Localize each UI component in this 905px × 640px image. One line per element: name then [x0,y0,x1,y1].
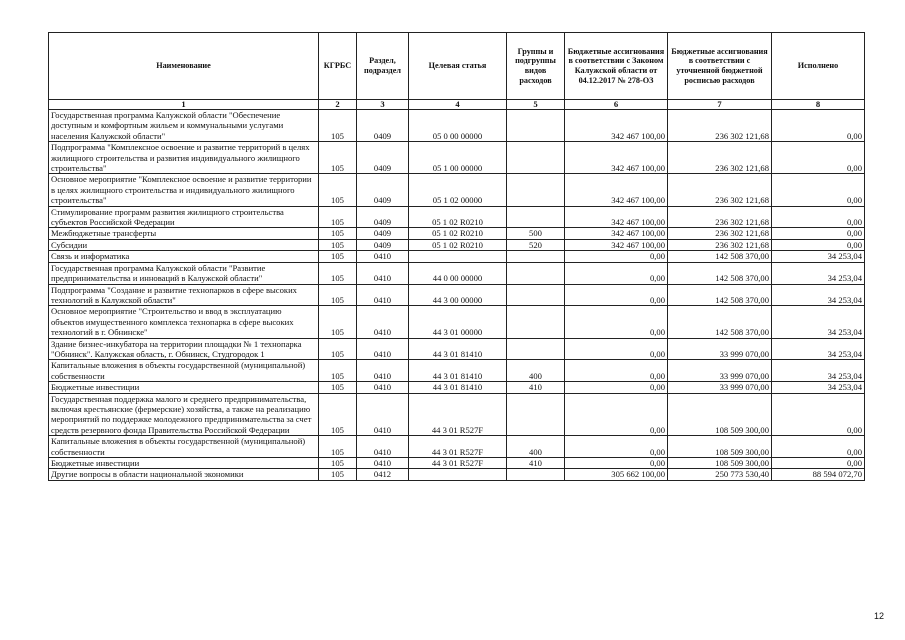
row-refined-cell: 33 999 070,00 [668,338,772,360]
row-refined-cell: 142 508 370,00 [668,306,772,338]
row-group-cell: 410 [507,458,565,469]
row-group-cell [507,284,565,306]
row-executed-cell: 34 253,04 [772,284,865,306]
row-kgrbs-cell: 105 [319,360,357,382]
row-group-cell [507,251,565,262]
row-target-cell: 44 3 01 R527F [409,458,507,469]
row-section-cell: 0409 [357,110,409,142]
row-kgrbs-cell: 105 [319,174,357,206]
row-refined-cell: 142 508 370,00 [668,284,772,306]
row-target-cell: 44 3 01 81410 [409,338,507,360]
row-name-cell: Подпрограмма "Создание и развитие технопарков в сфере высоких технологий в Калужской области" [49,284,319,306]
table-row [49,142,865,174]
row-refined-cell: 108 509 300,00 [668,458,772,469]
table-row [49,306,865,338]
row-name-cell: Государственная поддержка малого и среднего предпринимательства, включая крестьянские (фермерские) хозяйства, а также на реализацию мероприятий по поддержке молодежного предпринимательства за счет средств резервного фонда Правительства Российской Федерации [49,393,319,436]
row-kgrbs-cell: 105 [319,262,357,284]
row-target-cell: 44 3 01 R527F [409,393,507,436]
row-target-cell: 44 3 00 00000 [409,284,507,306]
row-section-cell: 0409 [357,206,409,228]
row-name-cell: Межбюджетные трансферты [49,228,319,239]
row-target-cell: 05 1 02 R0210 [409,228,507,239]
table-row [49,174,865,206]
row-law-cell: 0,00 [565,262,668,284]
row-group-cell: 410 [507,382,565,393]
row-target-cell [409,469,507,480]
row-law-cell: 342 467 100,00 [565,110,668,142]
row-executed-cell: 34 253,04 [772,262,865,284]
table-row [49,206,865,228]
row-law-cell: 342 467 100,00 [565,174,668,206]
row-group-cell: 520 [507,239,565,250]
row-kgrbs-cell: 105 [319,306,357,338]
row-executed-cell: 0,00 [772,436,865,458]
row-group-cell [507,393,565,436]
column-number-row [49,100,865,110]
row-executed-cell: 0,00 [772,142,865,174]
row-kgrbs-cell: 105 [319,228,357,239]
row-executed-cell: 34 253,04 [772,306,865,338]
column-number: 5 [507,100,565,110]
row-section-cell: 0409 [357,228,409,239]
row-section-cell: 0410 [357,436,409,458]
row-section-cell: 0410 [357,393,409,436]
row-law-cell: 0,00 [565,360,668,382]
row-refined-cell: 108 509 300,00 [668,436,772,458]
row-group-cell: 500 [507,228,565,239]
row-refined-cell: 236 302 121,68 [668,142,772,174]
row-executed-cell: 88 594 072,70 [772,469,865,480]
row-target-cell: 05 1 02 R0210 [409,239,507,250]
header-row [49,33,865,100]
table-row [49,262,865,284]
table-row [49,228,865,239]
row-section-cell: 0412 [357,469,409,480]
row-target-cell: 44 3 01 R527F [409,436,507,458]
table-row [49,338,865,360]
row-law-cell: 342 467 100,00 [565,239,668,250]
row-target-cell: 44 3 01 81410 [409,382,507,393]
row-executed-cell: 0,00 [772,393,865,436]
row-law-cell: 0,00 [565,251,668,262]
row-name-cell: Связь и информатика [49,251,319,262]
row-group-cell [507,306,565,338]
row-name-cell: Капитальные вложения в объекты государственной (муниципальной) собственности [49,360,319,382]
row-name-cell: Бюджетные инвестиции [49,382,319,393]
row-name-cell: Субсидии [49,239,319,250]
column-number: 4 [409,100,507,110]
row-refined-cell: 142 508 370,00 [668,251,772,262]
table-row [49,239,865,250]
row-kgrbs-cell: 105 [319,469,357,480]
row-executed-cell: 0,00 [772,174,865,206]
row-kgrbs-cell: 105 [319,458,357,469]
row-section-cell: 0409 [357,239,409,250]
row-kgrbs-cell: 105 [319,338,357,360]
row-name-cell: Основное мероприятие "Строительство и ввод в эксплуатацию объектов имущественного комплекса технопарка в сфере высоких технологий в г. Обнинске" [49,306,319,338]
row-section-cell: 0410 [357,284,409,306]
row-kgrbs-cell: 105 [319,436,357,458]
column-number: 7 [668,100,772,110]
row-kgrbs-cell: 105 [319,284,357,306]
table-row [49,382,865,393]
row-group-cell [507,206,565,228]
row-refined-cell: 236 302 121,68 [668,228,772,239]
row-name-cell: Бюджетные инвестиции [49,458,319,469]
row-law-cell: 0,00 [565,393,668,436]
row-refined-cell: 33 999 070,00 [668,382,772,393]
row-kgrbs-cell: 105 [319,382,357,393]
row-law-cell: 0,00 [565,436,668,458]
header-kgrbs: КГРБС [319,33,357,100]
row-target-cell: 05 1 02 00000 [409,174,507,206]
row-group-cell [507,338,565,360]
row-refined-cell: 250 773 530,40 [668,469,772,480]
row-law-cell: 342 467 100,00 [565,206,668,228]
row-refined-cell: 236 302 121,68 [668,110,772,142]
row-section-cell: 0410 [357,338,409,360]
row-executed-cell: 0,00 [772,458,865,469]
column-number: 6 [565,100,668,110]
row-name-cell: Здание бизнес-инкубатора на территории площадки № 1 технопарка "Обнинск". Калужская область, г. Обнинск, Студгородок 1 [49,338,319,360]
row-law-cell: 0,00 [565,458,668,469]
row-name-cell: Капитальные вложения в объекты государственной (муниципальной) собственности [49,436,319,458]
row-section-cell: 0410 [357,458,409,469]
row-section-cell: 0410 [357,360,409,382]
table-row [49,436,865,458]
row-group-cell [507,469,565,480]
row-kgrbs-cell: 105 [319,251,357,262]
row-law-cell: 342 467 100,00 [565,228,668,239]
row-refined-cell: 236 302 121,68 [668,174,772,206]
row-refined-cell: 236 302 121,68 [668,239,772,250]
row-group-cell [507,110,565,142]
row-law-cell: 342 467 100,00 [565,142,668,174]
column-number: 3 [357,100,409,110]
row-name-cell: Подпрограмма "Комплексное освоение и развитие территорий в целях жилищного строительства и развития индивидуального жилищного строительства" [49,142,319,174]
row-name-cell: Стимулирование программ развития жилищного строительства субъектов Российской Федерации [49,206,319,228]
row-name-cell: Основное мероприятие "Комплексное освоение и развитие территории в целях жилищного строительства и индивидуального жилищного строительства" [49,174,319,206]
row-law-cell: 0,00 [565,284,668,306]
row-group-cell: 400 [507,360,565,382]
row-name-cell: Государственная программа Калужской области "Развитие предпринимательства и инноваций в Калужской области" [49,262,319,284]
row-group-cell [507,142,565,174]
row-executed-cell: 0,00 [772,206,865,228]
row-executed-cell: 0,00 [772,110,865,142]
row-section-cell: 0410 [357,262,409,284]
header-target: Целевая статья [409,33,507,100]
row-kgrbs-cell: 105 [319,239,357,250]
header-name: Наименование [49,33,319,100]
row-kgrbs-cell: 105 [319,142,357,174]
table-row [49,469,865,480]
row-name-cell: Государственная программа Калужской области "Обеспечение доступным и комфортным жильем и коммунальными услугами населения Калужской области" [49,110,319,142]
table-body [49,110,865,481]
table-row [49,360,865,382]
row-refined-cell: 142 508 370,00 [668,262,772,284]
row-law-cell: 0,00 [565,338,668,360]
table-row [49,393,865,436]
row-refined-cell: 236 302 121,68 [668,206,772,228]
row-target-cell: 05 0 00 00000 [409,110,507,142]
column-number: 8 [772,100,865,110]
column-number: 1 [49,100,319,110]
row-group-cell [507,262,565,284]
row-law-cell: 0,00 [565,382,668,393]
row-group-cell: 400 [507,436,565,458]
row-executed-cell: 0,00 [772,239,865,250]
header-refined: Бюджетные ассигнования в соответствии с уточненной бюджетной росписью расходов [668,33,772,100]
header-law: Бюджетные ассигнования в соответствии с Законом Калужской области от 04.12.2017 № 278-ОЗ [565,33,668,100]
row-section-cell: 0410 [357,306,409,338]
page-number: 12 [874,611,885,621]
header-executed: Исполнено [772,33,865,100]
row-refined-cell: 108 509 300,00 [668,393,772,436]
row-law-cell: 305 662 100,00 [565,469,668,480]
column-number: 2 [319,100,357,110]
row-target-cell: 05 1 02 R0210 [409,206,507,228]
budget-table [48,32,865,481]
row-name-cell: Другие вопросы в области национальной экономики [49,469,319,480]
row-target-cell: 44 3 01 81410 [409,360,507,382]
header-section: Раздел, подраздел [357,33,409,100]
table-row [49,251,865,262]
row-group-cell [507,174,565,206]
row-executed-cell: 34 253,04 [772,382,865,393]
row-section-cell: 0409 [357,174,409,206]
row-kgrbs-cell: 105 [319,206,357,228]
row-law-cell: 0,00 [565,306,668,338]
table-row [49,458,865,469]
row-target-cell [409,251,507,262]
row-target-cell: 44 0 00 00000 [409,262,507,284]
row-section-cell: 0410 [357,382,409,393]
row-executed-cell: 0,00 [772,228,865,239]
row-refined-cell: 33 999 070,00 [668,360,772,382]
row-section-cell: 0410 [357,251,409,262]
table-row [49,110,865,142]
row-target-cell: 05 1 00 00000 [409,142,507,174]
row-executed-cell: 34 253,04 [772,251,865,262]
row-kgrbs-cell: 105 [319,393,357,436]
header-groups: Группы и подгруппы видов расходов [507,33,565,100]
row-kgrbs-cell: 105 [319,110,357,142]
row-executed-cell: 34 253,04 [772,360,865,382]
row-target-cell: 44 3 01 00000 [409,306,507,338]
table-row [49,284,865,306]
row-executed-cell: 34 253,04 [772,338,865,360]
row-section-cell: 0409 [357,142,409,174]
